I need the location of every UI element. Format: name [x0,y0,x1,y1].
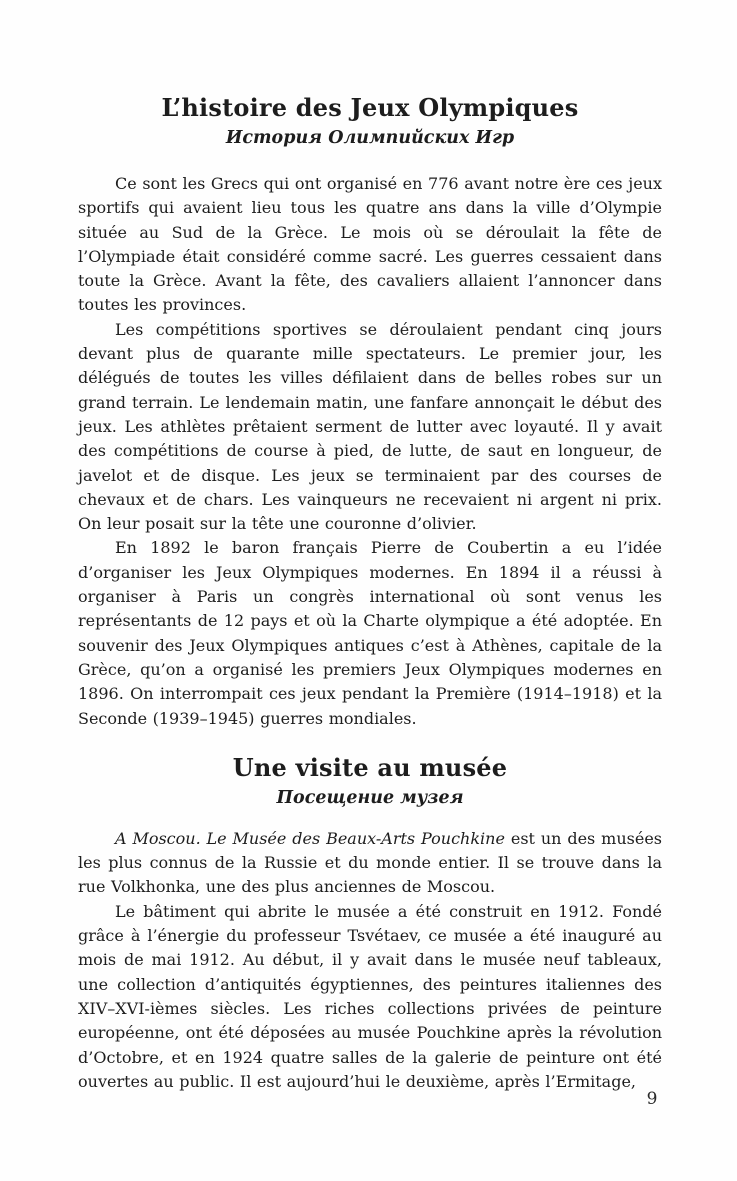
page-content [78,92,662,1094]
lead-italic-text: A Moscou. Le Musée des Beaux-Arts Pouchkine [115,828,505,848]
section-subtitle-russian-olympics: История Олимпийских Игр [225,128,515,148]
paragraph-olympics-coubertin: En 1892 le baron français Pierre de Coubertin a eu l’idée d’organiser les Jeux Olympiques modernes. En 1894 il a réussi à organiser à Paris un congrès international où sont venus les représentants de 12 pays et où la Charte olympique a été adoptée. En souvenir des Jeux Olympiques antiques c’est à Athènes, capitale de la Grèce, qu’on a organisé les premiers Jeux Olympiques modernes en 1896. On interrompait ces jeux pendant la Première (1914–1918) et la Seconde (1939–1945) guerres mondiales. [78,538,662,728]
paragraph-museum-intro [78,827,662,900]
paragraph-museum-building: Le bâtiment qui abrite le musée a été construit en 1912. Fondé grâce à l’énergie du professeur Tsvétaev, ce musée a été inauguré au mois de mai 1912. Au début, il y avait dans le musée neuf tableaux, une collection d’antiquités égyptiennes, des peintures italiennes des XIV–XVI-ièmes siècles. Les riches collections privées de peinture européenne, ont été déposées au musée Pouchkine après la révolution d’Octobre, et en 1924 quatre salles de la galerie de peinture ont été ouvertes au public. Il est aujourd’hui le deuxième, après l’Ermitage, [78,901,662,1091]
paragraph-olympics-origins: Ce sont les Grecs qui ont organisé en 776 avant notre ère ces jeux sportifs qui avaient lieu tous les quatre ans dans la ville d’Olympie située au Sud de la Grèce. Le mois où se déroulait la fête de l’Olympiade était considéré comme sacré. Les guerres cessaient dans toute la Grèce. Avant la fête, des cavaliers allaient l’annoncer dans toutes les provinces. [78,174,662,315]
page-number: 9 [646,1089,658,1109]
paragraph-olympics-competitions: Les compétitions sportives se déroulaient pendant cinq jours devant plus de quarante mille spectateurs. Le premier jour, les délégués de toutes les villes défilaient dans de belles robes sur un grand terrain. Le lendemain matin, une fanfare annonçait le début des jeux. Les athlètes prêtaient serment de lutter avec loyauté. Il y avait des compétitions de course à pied, de lutte, de saut en longueur, de javelot et de disque. Les jeux se terminaient par des courses de chevaux et de chars. Les vainqueurs ne recevaient ni argent ni prix. On leur posait sur la tête une couronne d’olivier. [78,319,662,534]
section-title-museum: Une visite au musée [232,752,508,782]
section-subtitle-russian-museum: Посещение музея [276,787,464,808]
section-museum-visit [78,752,662,1094]
lead-rest-text: est un des musées les plus connus de la Russie et du monde entier. Il se trouve dans la rue Volkhonka, une des plus anciennes de Moscou. [78,828,662,897]
section-title-olympics: L’histoire des Jeux Olympiques [161,93,579,122]
section-olympics-history [78,92,662,731]
